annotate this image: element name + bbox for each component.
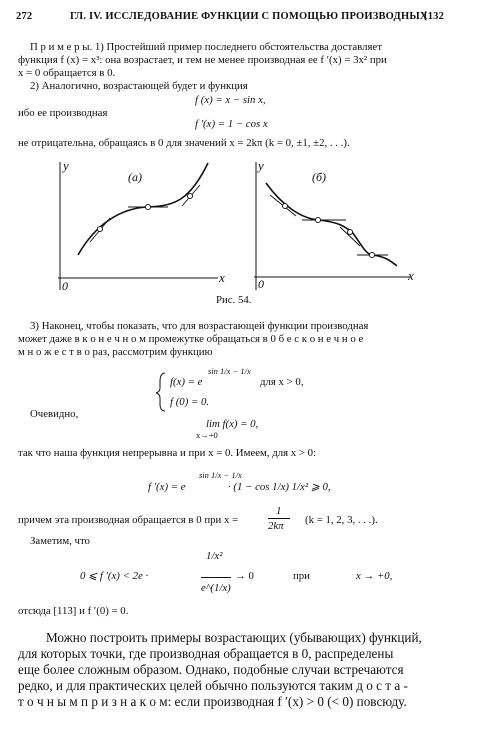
limit-formula: lim f(x) = 0, — [206, 418, 259, 430]
formula-f-x-minus-sin: f (x) = x − sin x, — [195, 94, 266, 106]
panel-label-a: (а) — [128, 170, 142, 184]
example3-line-3: м н о ж е с т в о раз, рассмотрим функцию — [18, 346, 213, 358]
obviously-text: Очевидно, — [30, 408, 79, 420]
system-line-2: f (0) = 0. — [170, 396, 210, 408]
figure-caption: Рис. 54. — [216, 294, 252, 306]
examples-line-1: П р и м е р ы. 1) Простейший пример последнего обстоятельства доставляет — [30, 41, 382, 53]
conclusion-line-4: редко, и для практических целей обычно пользуются таким д о с т а - — [18, 678, 408, 693]
derivative-formula-rest: · (1 − cos 1/x) 1/x² ⩾ 0, — [228, 481, 331, 493]
inequality-fraction-bar — [201, 577, 231, 578]
conclusion-line-3: еще более сложным образом. Однако, подобные случаи встречаются — [18, 662, 404, 677]
example3-line-4: так что наша функция непрерывна и при x = 0. Имеем, для x > 0: — [18, 447, 317, 459]
system-line-1-exponent: sin 1/x − 1/x — [208, 366, 251, 376]
derivative-formula-exponent: sin 1/x − 1/x — [199, 470, 242, 480]
example3-line-6: отсюда [113] и f ′(0) = 0. — [18, 605, 129, 617]
example3-line-2: может даже в к о н е ч н о м промежутке обращаться в 0 б е с к о н е ч н о е — [18, 333, 364, 345]
inequality-numerator: 1/x² — [206, 550, 223, 562]
zero-points-denominator: 2kπ — [268, 520, 284, 532]
limit-subscript: x→+0 — [196, 430, 218, 440]
page-number: 272 — [16, 11, 33, 22]
zero-points-numerator: 1 — [276, 505, 282, 517]
inequality-when: при — [293, 570, 310, 582]
inequality-arrow: → 0 — [235, 570, 254, 582]
origin-label-b: 0 — [258, 277, 264, 291]
conclusion-line-2: для которых точки, где производная обращается в 0, распределены — [18, 646, 394, 661]
axis-y-label-b: y — [258, 158, 264, 173]
axis-y-label-a: y — [63, 158, 69, 173]
inequality-limit: x → +0, — [356, 570, 393, 582]
zero-points-k-values: (k = 1, 2, 3, . . .). — [305, 514, 378, 526]
system-line-1: f(x) = e — [170, 376, 203, 388]
derivative-formula-lhs: f ′(x) = e — [148, 481, 186, 493]
origin-label-a: 0 — [62, 279, 68, 293]
panel-label-b: (б) — [312, 170, 327, 184]
examples-line-3: x = 0 обращается в 0. — [18, 67, 116, 79]
examples-line-2: функция f (x) = x³: она возрастает, и тем не менее производная ее f ′(x) = 3x² при — [18, 54, 387, 66]
running-title: ГЛ. IV. ИССЛЕДОВАНИЕ ФУНКЦИИ С ПОМОЩЬЮ ПРОИЗВОДНЫХ — [70, 11, 428, 22]
note-text: Заметим, что — [30, 535, 90, 547]
section-number: [132 — [424, 11, 445, 22]
inequality-denominator: e^(1/x) — [201, 582, 231, 594]
inequality-left: 0 ⩽ f ′(x) < 2e · — [80, 570, 149, 582]
example3-line-1: 3) Наконец, чтобы показать, что для возрастающей функции производная — [30, 320, 369, 332]
axis-x-label-b: x — [408, 268, 414, 283]
example2-line-2: ибо ее производная — [18, 107, 108, 119]
example2-line-3: не отрицательна, обращаясь в 0 для значений x = 2kπ (k = 0, ±1, ±2, . . .). — [18, 137, 350, 149]
example2-line-1: 2) Аналогично, возрастающей будет и функция — [30, 80, 248, 92]
axis-x-label-a: x — [219, 270, 225, 285]
zero-points-fraction-bar — [268, 518, 290, 519]
system-line-1-condition: для x > 0, — [260, 376, 304, 388]
conclusion-line-1: Можно построить примеры возрастающих (убывающих) функций, — [46, 630, 422, 645]
conclusion-line-5: т о ч н ы м п р и з н а к о м: если производная f ′(x) > 0 (< 0) повсюду. — [18, 694, 407, 709]
formula-derivative-1-cos: f ′(x) = 1 − cos x — [195, 118, 268, 130]
example3-line-5: причем эта производная обращается в 0 при x = — [18, 514, 239, 526]
